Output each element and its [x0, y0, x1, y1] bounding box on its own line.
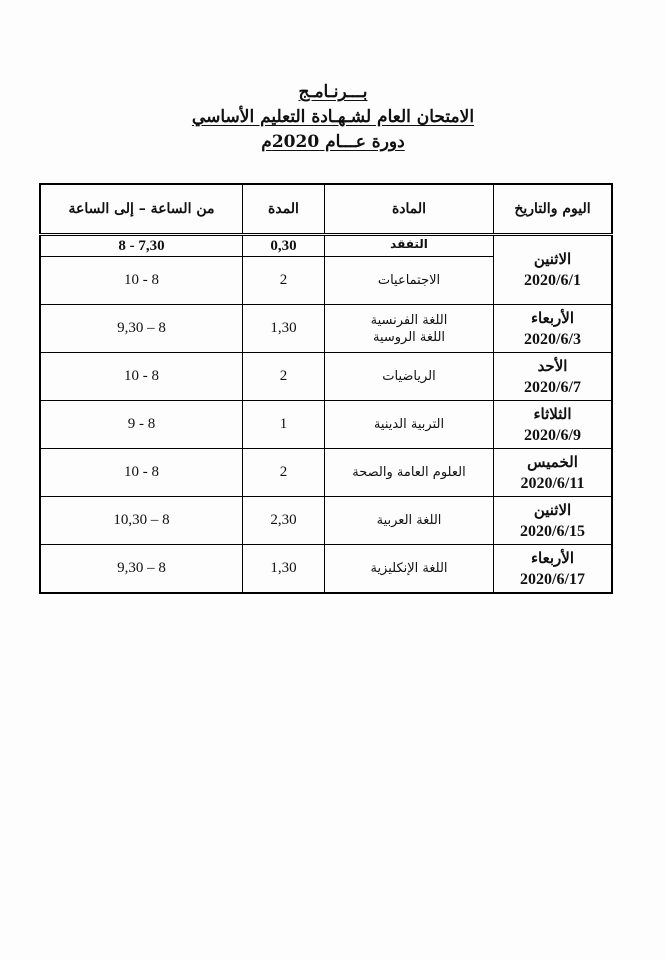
duration-cell: 1 [242, 401, 324, 449]
day-date-cell [494, 545, 613, 594]
duration-cell: 2 [242, 257, 324, 305]
day-name: الاثنين [533, 500, 572, 519]
header-time: من الساعة – إلى الساعة [40, 184, 242, 235]
day-name: الخميس [527, 452, 578, 471]
subject-name: الاجتماعيات [377, 273, 441, 288]
subject-name-alt: اللغة الروسية [372, 329, 446, 345]
subject-name: التربية الدينية [373, 417, 445, 432]
exam-date: 2020/6/1 [524, 272, 581, 289]
day-date-cell [494, 401, 613, 449]
exam-date: 2020/6/15 [520, 522, 585, 540]
time-cell: 10 - 8 [40, 353, 242, 401]
subject-name: اللغة العربية [376, 513, 442, 528]
day-date-cell [494, 497, 613, 545]
subject-cell [325, 545, 494, 594]
table-row [40, 545, 612, 594]
table-header-row [40, 184, 612, 235]
header-day-date: اليوم والتاريخ [494, 184, 613, 235]
time-cell: 9 - 8 [40, 401, 242, 449]
time-cell: 9,30 – 8 [40, 545, 242, 594]
subject-cell [325, 497, 494, 545]
program-title: بـــرنـامـج [298, 82, 368, 102]
subject-name: اللغة الفرنسية [370, 312, 448, 328]
document-header [0, 80, 666, 155]
subject-name: العلوم العامة والصحة [352, 465, 466, 480]
table-row [40, 235, 612, 257]
day-date-cell [494, 235, 613, 305]
subject-cell [325, 449, 494, 497]
duration-cell: 0,30 [242, 235, 324, 257]
day-date-cell [494, 449, 613, 497]
subject-name: الرياضيات [382, 369, 436, 384]
table-row [40, 305, 612, 353]
exam-date: 2020/6/11 [520, 474, 585, 492]
table-row [40, 449, 612, 497]
exam-date: 2020/6/7 [524, 378, 581, 396]
subject-cell [325, 401, 494, 449]
day-date-cell [494, 305, 613, 353]
time-cell: 10 - 8 [40, 449, 242, 497]
exam-date: 2020/6/17 [520, 570, 585, 588]
subject-cell [325, 305, 494, 353]
subject-cell [325, 353, 494, 401]
time-cell: 10 - 8 [40, 257, 242, 305]
duration-cell: 1,30 [242, 545, 324, 594]
exam-date: 2020/6/3 [524, 330, 581, 348]
day-name: الثلاثاء [533, 404, 572, 423]
table-row [40, 353, 612, 401]
duration-cell: 2,30 [242, 497, 324, 545]
header-subject: المادة [325, 184, 494, 235]
day-name: الأحد [537, 356, 568, 375]
table-row [40, 401, 612, 449]
subject-name: اللغة الإنكليزية [370, 561, 448, 576]
exam-schedule-table [39, 183, 613, 594]
day-date-cell [494, 353, 613, 401]
subject-cell [325, 257, 494, 305]
day-name: الاثنين [533, 250, 572, 268]
table-row [40, 497, 612, 545]
exam-title: الامتحان العام لشـهـادة التعليم الأساسي [191, 107, 475, 127]
session-title: دورة عـــام 2020م [261, 132, 405, 152]
header-duration: المدة [242, 184, 324, 235]
subject-name: التفقد [390, 237, 428, 251]
day-name: الأربعاء [530, 548, 574, 567]
duration-cell: 2 [242, 353, 324, 401]
duration-cell: 2 [242, 449, 324, 497]
duration-cell: 1,30 [242, 305, 324, 353]
day-name: الأربعاء [530, 308, 574, 327]
time-cell: 8 - 7,30 [40, 235, 242, 257]
exam-date: 2020/6/9 [524, 426, 581, 444]
time-cell: 10,30 – 8 [40, 497, 242, 545]
subject-cell [325, 235, 494, 257]
time-cell: 9,30 – 8 [40, 305, 242, 353]
